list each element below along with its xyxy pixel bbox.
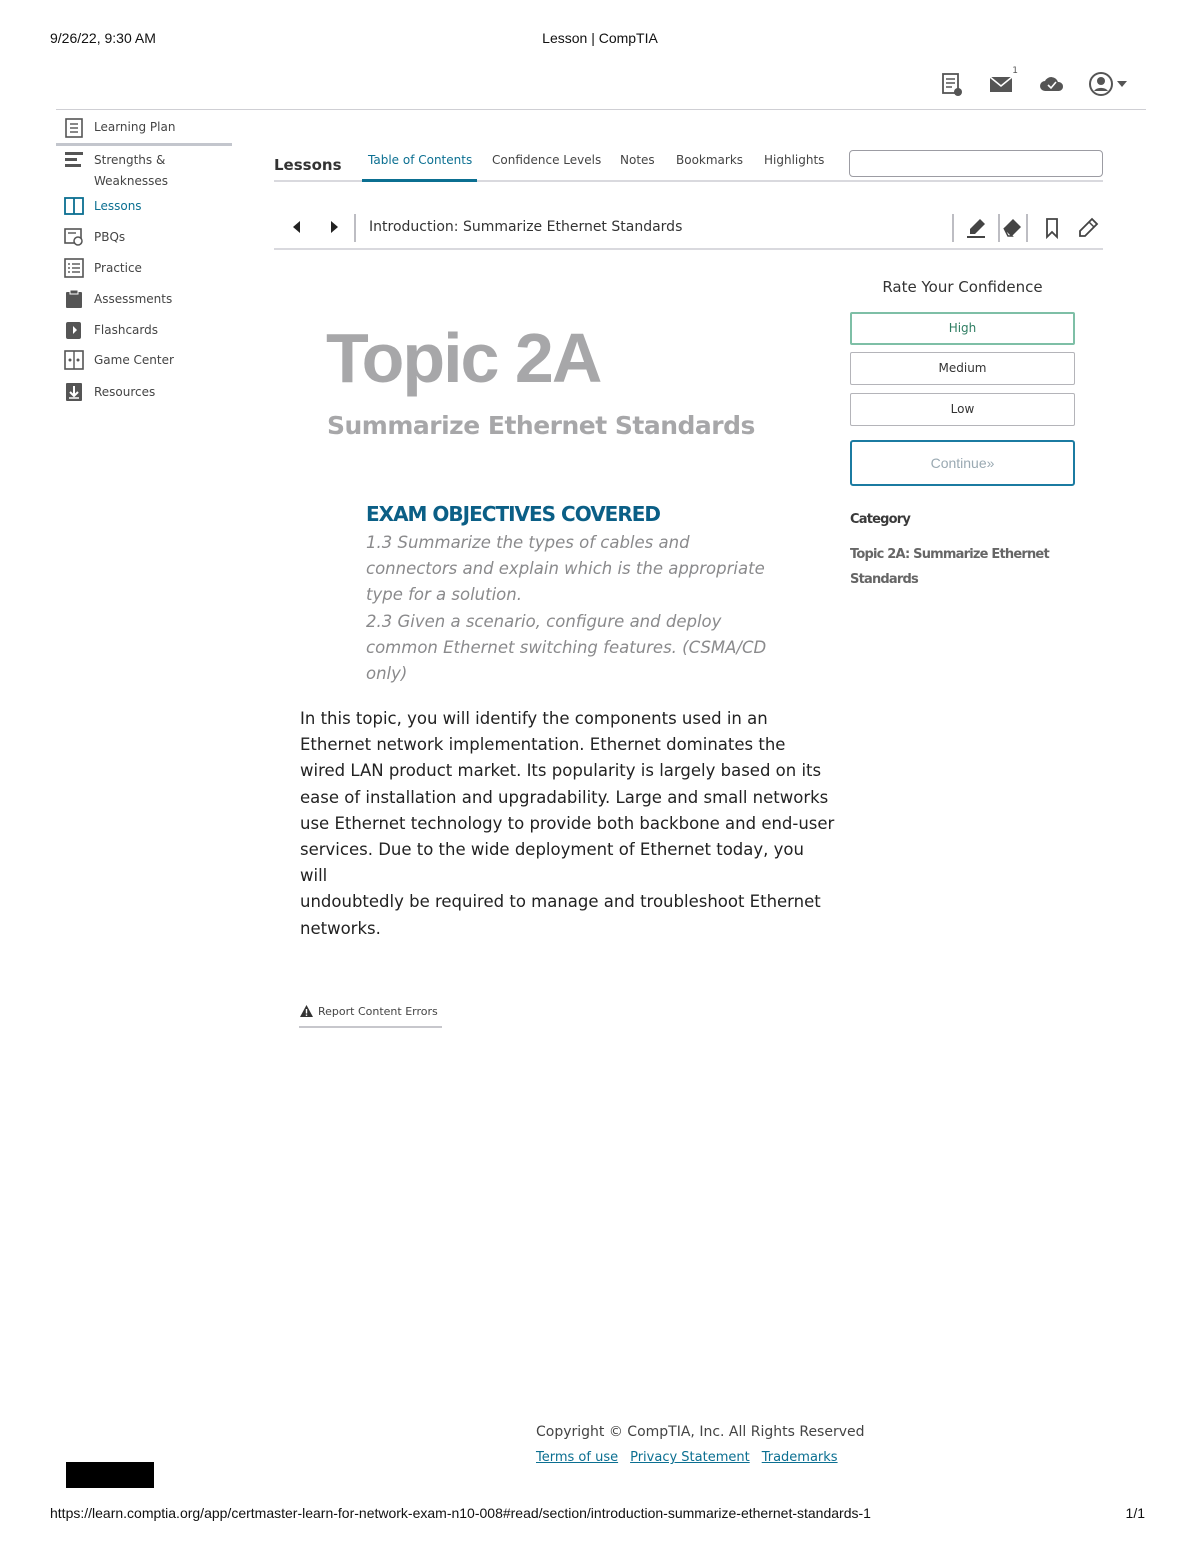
sidebar-item-label: Lessons	[94, 199, 142, 213]
confidence-low-button[interactable]: Low	[850, 393, 1075, 426]
sidebar-item-label: Strengths &	[94, 153, 166, 167]
tab-confidence-levels[interactable]: Confidence Levels	[492, 153, 602, 167]
sidebar-item-game-center[interactable]	[56, 350, 232, 371]
trademarks-link[interactable]: Trademarks	[761, 1450, 838, 1465]
navbar-separator	[1026, 214, 1028, 242]
highlight-pen-icon[interactable]	[964, 216, 988, 240]
body-line: use Ethernet technology to provide both backbone and end-user	[300, 813, 835, 833]
book-icon	[64, 196, 84, 216]
body-line: ease of installation and upgradability. Large and small networks	[300, 787, 829, 807]
learning-plan-icon	[64, 118, 84, 138]
eraser-icon[interactable]	[1000, 216, 1024, 240]
download-icon	[64, 382, 84, 402]
objective-line: 2.3 Given a scenario, configure and deploy	[366, 611, 722, 631]
print-page-number: 1/1	[1125, 1505, 1145, 1521]
objective-line: connectors and explain which is the appropriate	[366, 559, 765, 579]
objective-line: 1.3 Summarize the types of cables and	[366, 533, 690, 552]
print-datetime: 9/26/22, 9:30 AM	[50, 30, 156, 46]
sidebar-item-label: Flashcards	[94, 323, 158, 337]
game-icon	[64, 350, 84, 370]
navbar-separator	[952, 214, 954, 242]
sidebar-item-pbqs[interactable]	[56, 227, 232, 248]
body-line: undoubtedly be required to manage and troubleshoot Ethernet	[300, 892, 821, 912]
footer-links	[536, 1450, 838, 1465]
sidebar-item-label: PBQs	[94, 230, 126, 244]
sidebar-item-strengths-weaknesses[interactable]	[56, 150, 232, 192]
topbar-icons	[938, 66, 1130, 98]
print-header	[50, 30, 1150, 50]
sidebar	[56, 112, 232, 403]
body-line: networks.	[300, 918, 381, 938]
print-page-title: Lesson | CompTIA	[542, 30, 658, 46]
next-arrow-icon[interactable]	[325, 218, 343, 236]
header-divider	[56, 109, 1146, 110]
mail-icon[interactable]	[988, 66, 1018, 98]
report-label: Report Content Errors	[318, 1005, 438, 1018]
sidebar-item-flashcards[interactable]	[56, 320, 232, 341]
objective-line: common Ethernet switching features. (CSMA/CD	[366, 637, 767, 657]
copyright-text: Copyright © CompTIA, Inc. All Rights Reserved	[536, 1424, 865, 1440]
body-line: Ethernet network implementation. Ethernet dominates the	[300, 735, 786, 755]
category-value-line: Topic 2A: Summarize Ethernet	[850, 547, 1049, 562]
lesson-navbar	[274, 208, 1103, 250]
notification-badge: 1	[1012, 66, 1018, 76]
privacy-statement-link[interactable]: Privacy Statement	[630, 1450, 750, 1465]
tab-highlights[interactable]: Highlights	[764, 153, 825, 167]
lessons-title: Lessons	[274, 156, 342, 174]
print-footer	[50, 1505, 1150, 1525]
tab-notes[interactable]: Notes	[620, 153, 655, 167]
search-input[interactable]	[849, 150, 1103, 177]
tab-bookmarks[interactable]: Bookmarks	[676, 153, 744, 167]
sidebar-item-label: Assessments	[94, 292, 173, 306]
objective-line: type for a solution.	[366, 585, 522, 605]
sidebar-item-learning-plan[interactable]	[56, 112, 232, 146]
topic-subtitle: Summarize Ethernet Standards	[327, 411, 755, 440]
topic-intro-paragraph	[300, 706, 835, 942]
sidebar-item-assessments[interactable]	[56, 289, 232, 310]
body-line: In this topic, you will identify the components used in an	[300, 709, 768, 728]
warning-icon	[299, 1004, 314, 1021]
strengths-icon	[64, 150, 84, 170]
pbq-icon	[64, 227, 84, 247]
report-icon[interactable]	[938, 70, 966, 98]
user-menu-icon[interactable]	[1088, 70, 1130, 98]
flashcard-icon	[64, 320, 84, 340]
sidebar-item-label: Resources	[94, 385, 156, 399]
category-value	[850, 542, 1070, 592]
navbar-separator	[354, 214, 356, 242]
print-url: https://learn.comptia.org/app/certmaster-learn-for-network-exam-n10-008#read/section/introduction-summarize-ethernet-standards-1	[50, 1505, 871, 1521]
pencil-note-icon[interactable]	[1076, 216, 1100, 240]
report-content-errors-link[interactable]	[299, 1004, 442, 1028]
category-value-line: Standards	[850, 572, 918, 587]
rate-confidence-title: Rate Your Confidence	[882, 278, 1043, 296]
sidebar-item-lessons[interactable]	[56, 196, 232, 217]
practice-icon	[64, 258, 84, 278]
sidebar-item-resources[interactable]	[56, 382, 232, 403]
topic-title: Topic 2A	[326, 319, 601, 397]
sidebar-item-label: Practice	[94, 261, 142, 275]
objective-line: only)	[366, 664, 408, 684]
previous-arrow-icon[interactable]	[288, 218, 306, 236]
body-line: services. Due to the wide deployment of Ethernet today, you will	[300, 840, 804, 886]
bookmark-icon[interactable]	[1040, 216, 1064, 240]
objectives-heading: EXAM OBJECTIVES COVERED	[366, 502, 660, 526]
confidence-medium-button[interactable]: Medium	[850, 352, 1075, 385]
clipboard-icon	[64, 289, 84, 309]
redaction-box	[66, 1462, 154, 1488]
cloud-icon[interactable]	[1038, 70, 1066, 98]
sidebar-item-practice[interactable]	[56, 258, 232, 279]
sidebar-item-label: Learning Plan	[94, 120, 176, 134]
tab-table-of-contents[interactable]: Table of Contents	[362, 153, 477, 182]
objectives-list	[366, 530, 776, 687]
breadcrumb: Introduction: Summarize Ethernet Standards	[369, 219, 683, 235]
sidebar-item-label: Game Center	[94, 353, 174, 367]
terms-of-use-link[interactable]: Terms of use	[536, 1450, 619, 1465]
lesson-tabs	[274, 148, 1103, 182]
category-label: Category	[850, 512, 911, 527]
continue-button[interactable]: Continue»	[850, 440, 1075, 486]
sidebar-item-label-group	[94, 150, 168, 192]
confidence-high-button[interactable]: High	[850, 312, 1075, 345]
sidebar-item-label-line2: Weaknesses	[94, 174, 168, 188]
body-line: wired LAN product market. Its popularity is largely based on its	[300, 761, 822, 781]
